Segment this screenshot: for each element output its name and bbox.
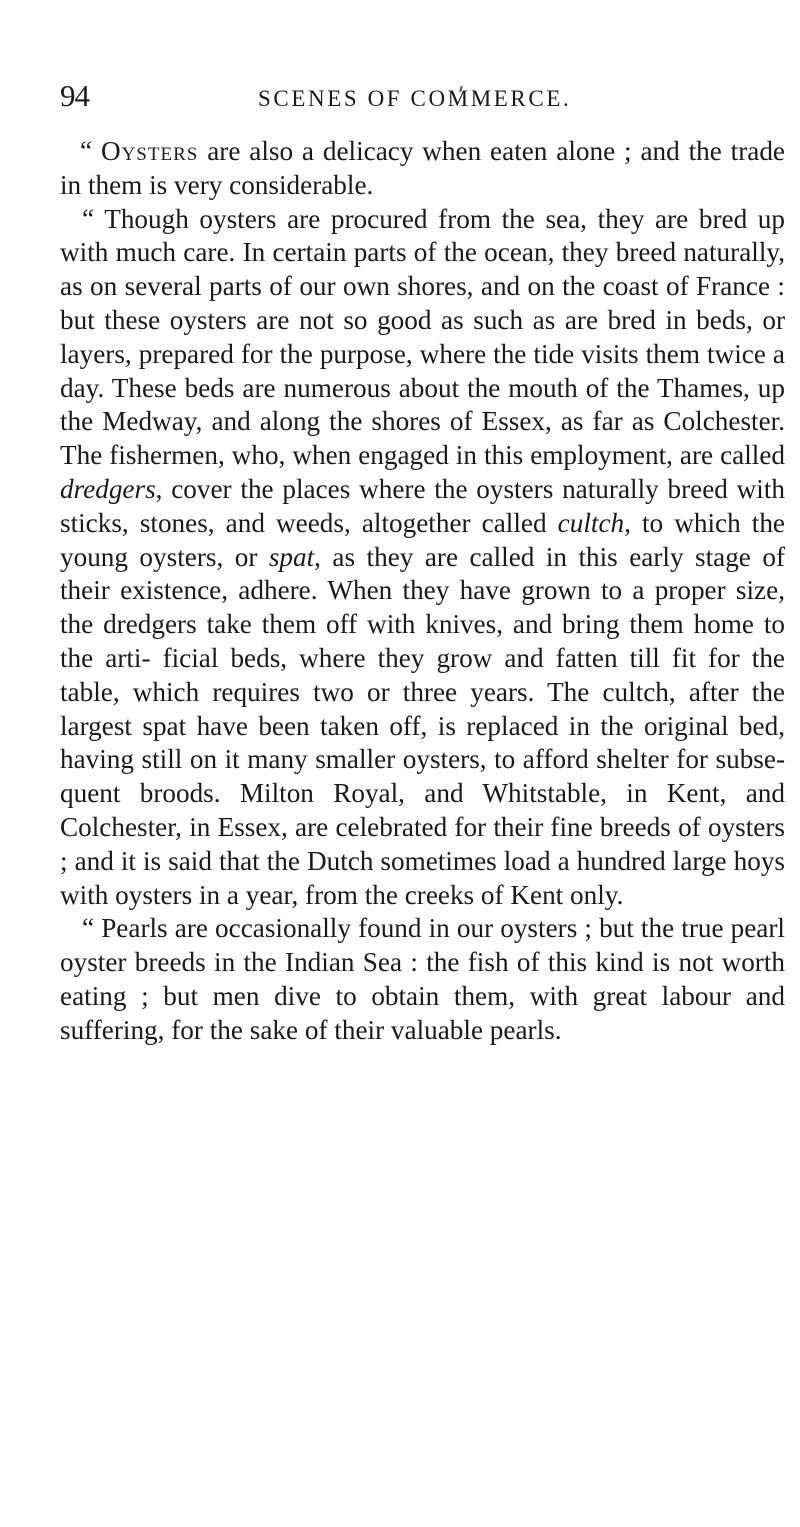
paragraph-text: , cover the places where the oysters naturally breed with sticks, stones, and weeds, altogether called: [60, 473, 785, 538]
paragraph-text: are also a delicacy when eaten alone ; and the trade in them is very considerable.: [60, 136, 785, 200]
running-head: SCENES OF COMMERCE.: [258, 86, 572, 111]
page-number: 94: [60, 78, 89, 113]
paragraph-oyster-breeding: [60, 203, 785, 913]
paragraph-text: , as they are called in this early stage of their existence, adhere. When they have grown to a proper size, the dredgers take them off with knives, and bring them home to the arti- ficial beds, where they grow and fatten till fit for the table, which requires two or three years. The cultch, after the largest spat have been taken off, is replaced in the original bed, having still on it many smaller oysters, to afford shelter for subse- quent broods. Milton Royal, and Whitstable, in Kent, and Colchester, in Essex, are celebrated for their fine breeds of oysters ; and it is said that the Dutch sometimes load a hundred large hoys with oysters in a year, from the creeks of Kent only.: [60, 541, 785, 910]
paragraph-text: , to which the young oysters, or: [60, 507, 785, 572]
lead-word: Oysters: [100, 136, 199, 166]
page-header: [60, 78, 760, 128]
italic-term-spat: spat: [268, 541, 315, 572]
paragraph-text: “ Though oysters are procured from the sea, they are bred up with much care. In certain parts of the ocean, they breed naturally, as on several parts of our own shores, and on the coast of France : but these oysters are not so good as such as are bred in beds, or layers, prepared for the purpose, where the tide visits them twice a day. These beds are numerous about the mouth of the Thames, up the Medway, and along the shores of Essex, as far as Colchester. The fishermen, who, when engaged in this employment, are called: [60, 203, 785, 471]
italic-term-cultch: cultch: [557, 507, 625, 538]
paragraph-pearls: [60, 912, 785, 1047]
paragraph-text: “ Pearls are occasionally found in our oysters ; but the true pearl oyster breeds in the Indian Sea : the fish of this kind is not worth eating ; but men dive to obtain them, with great labour and suffering, for the sake of their valuable pearls.: [60, 913, 785, 1045]
body-text: [60, 135, 785, 1048]
paragraph-oysters-intro: [60, 135, 785, 203]
opening-quote: “: [80, 136, 101, 166]
italic-term-dredgers: dredgers: [60, 473, 156, 504]
